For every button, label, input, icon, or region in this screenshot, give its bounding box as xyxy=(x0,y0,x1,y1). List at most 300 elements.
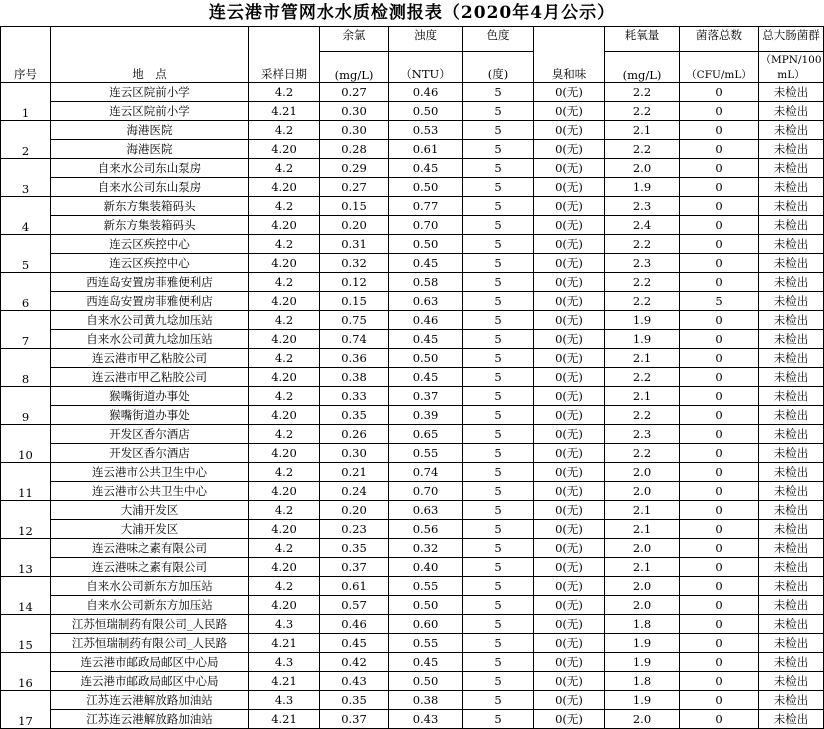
date-cell: 4.2 xyxy=(249,387,320,406)
turbidity-cell: 0.77 xyxy=(389,197,463,216)
colonies-cell: 0 xyxy=(680,387,759,406)
table-row xyxy=(1,482,824,501)
odor-cell: 0(无) xyxy=(534,387,605,406)
water-quality-table xyxy=(0,26,824,729)
color-cell: 5 xyxy=(463,197,534,216)
date-cell: 4.20 xyxy=(249,292,320,311)
colonies-cell: 0 xyxy=(680,539,759,558)
odor-cell: 0(无) xyxy=(534,444,605,463)
cod-cell: 2.0 xyxy=(605,463,680,482)
table-row xyxy=(1,577,824,596)
chlorine-cell: 0.15 xyxy=(320,197,389,216)
chlorine-cell: 0.30 xyxy=(320,121,389,140)
colonies-cell: 0 xyxy=(680,178,759,197)
table-row xyxy=(1,102,824,121)
coliform-cell: 未检出 xyxy=(759,349,824,368)
table-row xyxy=(1,235,824,254)
cod-cell: 2.2 xyxy=(605,235,680,254)
turbidity-cell: 0.50 xyxy=(389,596,463,615)
site-cell: 江苏恒瑞制药有限公司_人民路 xyxy=(51,615,249,634)
coliform-cell: 未检出 xyxy=(759,691,824,710)
coliform-cell: 未检出 xyxy=(759,710,824,729)
odor-cell: 0(无) xyxy=(534,710,605,729)
colonies-cell: 0 xyxy=(680,501,759,520)
colonies-cell: 0 xyxy=(680,653,759,672)
seq-cell: 16 xyxy=(1,653,51,691)
site-cell: 连云区院前小学 xyxy=(51,83,249,102)
chlorine-cell: 0.61 xyxy=(320,577,389,596)
coliform-cell: 未检出 xyxy=(759,615,824,634)
date-cell: 4.3 xyxy=(249,615,320,634)
odor-cell: 0(无) xyxy=(534,615,605,634)
date-cell: 4.20 xyxy=(249,178,320,197)
chlorine-cell: 0.36 xyxy=(320,349,389,368)
cod-cell: 2.2 xyxy=(605,83,680,102)
colonies-cell: 0 xyxy=(680,520,759,539)
date-cell: 4.20 xyxy=(249,330,320,349)
color-cell: 5 xyxy=(463,140,534,159)
table-row xyxy=(1,406,824,425)
table-row xyxy=(1,501,824,520)
cod-cell: 2.3 xyxy=(605,425,680,444)
color-cell: 5 xyxy=(463,311,534,330)
header-color-unit: (度) xyxy=(463,52,534,83)
color-cell: 5 xyxy=(463,501,534,520)
cod-cell: 2.1 xyxy=(605,121,680,140)
chlorine-cell: 0.30 xyxy=(320,102,389,121)
coliform-cell: 未检出 xyxy=(759,672,824,691)
color-cell: 5 xyxy=(463,216,534,235)
header-chlorine: 余氯 xyxy=(320,27,389,52)
coliform-cell: 未检出 xyxy=(759,197,824,216)
site-cell: 连云区疾控中心 xyxy=(51,254,249,273)
coliform-cell: 未检出 xyxy=(759,178,824,197)
odor-cell: 0(无) xyxy=(534,577,605,596)
chlorine-cell: 0.29 xyxy=(320,159,389,178)
turbidity-cell: 0.55 xyxy=(389,634,463,653)
site-cell: 猴嘴街道办事处 xyxy=(51,387,249,406)
site-cell: 海港医院 xyxy=(51,121,249,140)
header-turbidity: 浊度 xyxy=(389,27,463,52)
odor-cell: 0(无) xyxy=(534,330,605,349)
turbidity-cell: 0.55 xyxy=(389,577,463,596)
colonies-cell: 0 xyxy=(680,672,759,691)
site-cell: 新东方集装箱码头 xyxy=(51,197,249,216)
header-seq: 序号 xyxy=(1,27,51,83)
odor-cell: 0(无) xyxy=(534,368,605,387)
coliform-cell: 未检出 xyxy=(759,102,824,121)
coliform-cell: 未检出 xyxy=(759,140,824,159)
turbidity-cell: 0.58 xyxy=(389,273,463,292)
coliform-cell: 未检出 xyxy=(759,273,824,292)
color-cell: 5 xyxy=(463,596,534,615)
coliform-cell: 未检出 xyxy=(759,368,824,387)
chlorine-cell: 0.32 xyxy=(320,254,389,273)
table-row xyxy=(1,273,824,292)
turbidity-cell: 0.50 xyxy=(389,672,463,691)
odor-cell: 0(无) xyxy=(534,539,605,558)
table-row xyxy=(1,216,824,235)
colonies-cell: 0 xyxy=(680,444,759,463)
header-turbidity-unit: （NTU） xyxy=(389,52,463,83)
cod-cell: 2.2 xyxy=(605,406,680,425)
table-row xyxy=(1,159,824,178)
date-cell: 4.2 xyxy=(249,463,320,482)
chlorine-cell: 0.57 xyxy=(320,596,389,615)
site-cell: 连云港市邮政局邮区中心局 xyxy=(51,672,249,691)
turbidity-cell: 0.63 xyxy=(389,501,463,520)
cod-cell: 2.3 xyxy=(605,254,680,273)
colonies-cell: 0 xyxy=(680,482,759,501)
cod-cell: 2.4 xyxy=(605,216,680,235)
odor-cell: 0(无) xyxy=(534,121,605,140)
site-cell: 连云港市甲乙粘胶公司 xyxy=(51,349,249,368)
table-row xyxy=(1,178,824,197)
coliform-cell: 未检出 xyxy=(759,463,824,482)
site-cell: 自来水公司新东方加压站 xyxy=(51,596,249,615)
date-cell: 4.2 xyxy=(249,539,320,558)
date-cell: 4.2 xyxy=(249,311,320,330)
table-row xyxy=(1,444,824,463)
colonies-cell: 0 xyxy=(680,596,759,615)
turbidity-cell: 0.45 xyxy=(389,159,463,178)
color-cell: 5 xyxy=(463,292,534,311)
site-cell: 西连岛安置房菲雅便利店 xyxy=(51,273,249,292)
chlorine-cell: 0.75 xyxy=(320,311,389,330)
chlorine-cell: 0.30 xyxy=(320,444,389,463)
colonies-cell: 0 xyxy=(680,102,759,121)
color-cell: 5 xyxy=(463,235,534,254)
table-row xyxy=(1,520,824,539)
table-header xyxy=(1,27,824,83)
header-chlorine-unit: (mg/L) xyxy=(320,52,389,83)
site-cell: 连云港味之素有限公司 xyxy=(51,539,249,558)
color-cell: 5 xyxy=(463,615,534,634)
color-cell: 5 xyxy=(463,273,534,292)
coliform-cell: 未检出 xyxy=(759,501,824,520)
seq-cell: 9 xyxy=(1,387,51,425)
date-cell: 4.2 xyxy=(249,501,320,520)
table-row xyxy=(1,368,824,387)
turbidity-cell: 0.61 xyxy=(389,140,463,159)
date-cell: 4.20 xyxy=(249,482,320,501)
color-cell: 5 xyxy=(463,539,534,558)
table-row xyxy=(1,83,824,102)
turbidity-cell: 0.45 xyxy=(389,653,463,672)
date-cell: 4.2 xyxy=(249,273,320,292)
header-coliform-unit-line-2: mL） xyxy=(777,69,805,81)
chlorine-cell: 0.35 xyxy=(320,406,389,425)
cod-cell: 1.8 xyxy=(605,672,680,691)
chlorine-cell: 0.37 xyxy=(320,558,389,577)
color-cell: 5 xyxy=(463,406,534,425)
color-cell: 5 xyxy=(463,349,534,368)
chlorine-cell: 0.35 xyxy=(320,539,389,558)
odor-cell: 0(无) xyxy=(534,197,605,216)
seq-cell: 14 xyxy=(1,577,51,615)
turbidity-cell: 0.38 xyxy=(389,691,463,710)
date-cell: 4.20 xyxy=(249,368,320,387)
table-row xyxy=(1,349,824,368)
turbidity-cell: 0.40 xyxy=(389,558,463,577)
odor-cell: 0(无) xyxy=(534,425,605,444)
turbidity-cell: 0.50 xyxy=(389,235,463,254)
cod-cell: 1.9 xyxy=(605,653,680,672)
header-colonies: 菌落总数 xyxy=(680,27,759,52)
date-cell: 4.20 xyxy=(249,140,320,159)
date-cell: 4.2 xyxy=(249,121,320,140)
turbidity-cell: 0.50 xyxy=(389,102,463,121)
turbidity-cell: 0.46 xyxy=(389,311,463,330)
site-cell: 自来水公司黄九埝加压站 xyxy=(51,330,249,349)
site-cell: 猴嘴街道办事处 xyxy=(51,406,249,425)
turbidity-cell: 0.45 xyxy=(389,330,463,349)
coliform-cell: 未检出 xyxy=(759,596,824,615)
turbidity-cell: 0.50 xyxy=(389,178,463,197)
colonies-cell: 0 xyxy=(680,216,759,235)
coliform-cell: 未检出 xyxy=(759,558,824,577)
date-cell: 4.2 xyxy=(249,425,320,444)
site-cell: 连云港市公共卫生中心 xyxy=(51,482,249,501)
coliform-cell: 未检出 xyxy=(759,653,824,672)
colonies-cell: 0 xyxy=(680,197,759,216)
seq-cell: 17 xyxy=(1,691,51,729)
color-cell: 5 xyxy=(463,254,534,273)
odor-cell: 0(无) xyxy=(534,653,605,672)
colonies-cell: 0 xyxy=(680,425,759,444)
color-cell: 5 xyxy=(463,425,534,444)
odor-cell: 0(无) xyxy=(534,482,605,501)
turbidity-cell: 0.74 xyxy=(389,463,463,482)
chlorine-cell: 0.33 xyxy=(320,387,389,406)
date-cell: 4.21 xyxy=(249,710,320,729)
colonies-cell: 0 xyxy=(680,406,759,425)
chlorine-cell: 0.20 xyxy=(320,216,389,235)
colonies-cell: 0 xyxy=(680,710,759,729)
table-row xyxy=(1,121,824,140)
table-row xyxy=(1,558,824,577)
site-cell: 江苏连云港解放路加油站 xyxy=(51,691,249,710)
turbidity-cell: 0.39 xyxy=(389,406,463,425)
cod-cell: 2.0 xyxy=(605,710,680,729)
seq-cell: 5 xyxy=(1,235,51,273)
site-cell: 江苏连云港解放路加油站 xyxy=(51,710,249,729)
turbidity-cell: 0.43 xyxy=(389,710,463,729)
table-body xyxy=(1,83,824,729)
color-cell: 5 xyxy=(463,672,534,691)
chlorine-cell: 0.42 xyxy=(320,653,389,672)
date-cell: 4.2 xyxy=(249,349,320,368)
color-cell: 5 xyxy=(463,482,534,501)
chlorine-cell: 0.45 xyxy=(320,634,389,653)
odor-cell: 0(无) xyxy=(534,596,605,615)
seq-cell: 12 xyxy=(1,501,51,539)
color-cell: 5 xyxy=(463,691,534,710)
cod-cell: 2.2 xyxy=(605,273,680,292)
table-row xyxy=(1,311,824,330)
date-cell: 4.2 xyxy=(249,235,320,254)
turbidity-cell: 0.45 xyxy=(389,254,463,273)
seq-cell: 3 xyxy=(1,159,51,197)
coliform-cell: 未检出 xyxy=(759,83,824,102)
cod-cell: 2.3 xyxy=(605,197,680,216)
table-row xyxy=(1,539,824,558)
cod-cell: 2.1 xyxy=(605,558,680,577)
colonies-cell: 0 xyxy=(680,368,759,387)
odor-cell: 0(无) xyxy=(534,273,605,292)
cod-cell: 1.9 xyxy=(605,691,680,710)
seq-cell: 11 xyxy=(1,463,51,501)
site-cell: 连云港味之素有限公司 xyxy=(51,558,249,577)
colonies-cell: 0 xyxy=(680,311,759,330)
coliform-cell: 未检出 xyxy=(759,482,824,501)
colonies-cell: 0 xyxy=(680,273,759,292)
cod-cell: 2.0 xyxy=(605,159,680,178)
chlorine-cell: 0.21 xyxy=(320,463,389,482)
date-cell: 4.20 xyxy=(249,520,320,539)
colonies-cell: 0 xyxy=(680,83,759,102)
colonies-cell: 0 xyxy=(680,463,759,482)
site-cell: 连云港市公共卫生中心 xyxy=(51,463,249,482)
turbidity-cell: 0.50 xyxy=(389,349,463,368)
coliform-cell: 未检出 xyxy=(759,406,824,425)
cod-cell: 2.2 xyxy=(605,140,680,159)
seq-cell: 2 xyxy=(1,121,51,159)
seq-cell: 6 xyxy=(1,273,51,311)
site-cell: 新东方集装箱码头 xyxy=(51,216,249,235)
turbidity-cell: 0.70 xyxy=(389,216,463,235)
color-cell: 5 xyxy=(463,520,534,539)
site-cell: 连云区院前小学 xyxy=(51,102,249,121)
date-cell: 4.21 xyxy=(249,672,320,691)
color-cell: 5 xyxy=(463,444,534,463)
chlorine-cell: 0.23 xyxy=(320,520,389,539)
coliform-cell: 未检出 xyxy=(759,254,824,273)
colonies-cell: 5 xyxy=(680,292,759,311)
chlorine-cell: 0.38 xyxy=(320,368,389,387)
colonies-cell: 0 xyxy=(680,254,759,273)
date-cell: 4.20 xyxy=(249,558,320,577)
seq-cell: 4 xyxy=(1,197,51,235)
odor-cell: 0(无) xyxy=(534,691,605,710)
odor-cell: 0(无) xyxy=(534,140,605,159)
chlorine-cell: 0.31 xyxy=(320,235,389,254)
chlorine-cell: 0.27 xyxy=(320,83,389,102)
chlorine-cell: 0.43 xyxy=(320,672,389,691)
colonies-cell: 0 xyxy=(680,140,759,159)
header-color: 色度 xyxy=(463,27,534,52)
site-cell: 自来水公司东山泵房 xyxy=(51,159,249,178)
colonies-cell: 0 xyxy=(680,691,759,710)
seq-cell: 13 xyxy=(1,539,51,577)
colonies-cell: 0 xyxy=(680,235,759,254)
turbidity-cell: 0.32 xyxy=(389,539,463,558)
cod-cell: 2.0 xyxy=(605,596,680,615)
header-cod-unit: (mg/L) xyxy=(605,52,680,83)
odor-cell: 0(无) xyxy=(534,406,605,425)
site-cell: 大浦开发区 xyxy=(51,501,249,520)
odor-cell: 0(无) xyxy=(534,83,605,102)
chlorine-cell: 0.15 xyxy=(320,292,389,311)
color-cell: 5 xyxy=(463,653,534,672)
header-coliform-unit xyxy=(759,52,824,83)
chlorine-cell: 0.35 xyxy=(320,691,389,710)
turbidity-cell: 0.63 xyxy=(389,292,463,311)
coliform-cell: 未检出 xyxy=(759,634,824,653)
chlorine-cell: 0.12 xyxy=(320,273,389,292)
color-cell: 5 xyxy=(463,159,534,178)
coliform-cell: 未检出 xyxy=(759,216,824,235)
site-cell: 连云区疾控中心 xyxy=(51,235,249,254)
chlorine-cell: 0.20 xyxy=(320,501,389,520)
table-row xyxy=(1,691,824,710)
odor-cell: 0(无) xyxy=(534,159,605,178)
table-row xyxy=(1,653,824,672)
odor-cell: 0(无) xyxy=(534,672,605,691)
cod-cell: 2.0 xyxy=(605,577,680,596)
color-cell: 5 xyxy=(463,634,534,653)
site-cell: 连云港市邮政局邮区中心局 xyxy=(51,653,249,672)
header-coliform: 总大肠菌群 xyxy=(759,27,824,52)
odor-cell: 0(无) xyxy=(534,463,605,482)
odor-cell: 0(无) xyxy=(534,102,605,121)
coliform-cell: 未检出 xyxy=(759,577,824,596)
cod-cell: 2.2 xyxy=(605,102,680,121)
seq-cell: 8 xyxy=(1,349,51,387)
odor-cell: 0(无) xyxy=(534,292,605,311)
coliform-cell: 未检出 xyxy=(759,425,824,444)
odor-cell: 0(无) xyxy=(534,634,605,653)
table-row xyxy=(1,140,824,159)
cod-cell: 1.9 xyxy=(605,330,680,349)
site-cell: 江苏恒瑞制药有限公司_人民路 xyxy=(51,634,249,653)
date-cell: 4.2 xyxy=(249,197,320,216)
colonies-cell: 0 xyxy=(680,330,759,349)
coliform-cell: 未检出 xyxy=(759,444,824,463)
date-cell: 4.20 xyxy=(249,406,320,425)
header-site: 地 点 xyxy=(51,27,249,83)
color-cell: 5 xyxy=(463,102,534,121)
header-odor: 臭和味 xyxy=(534,27,605,83)
cod-cell: 1.9 xyxy=(605,311,680,330)
color-cell: 5 xyxy=(463,330,534,349)
cod-cell: 2.1 xyxy=(605,349,680,368)
turbidity-cell: 0.55 xyxy=(389,444,463,463)
seq-cell: 15 xyxy=(1,615,51,653)
turbidity-cell: 0.65 xyxy=(389,425,463,444)
site-cell: 开发区香尔酒店 xyxy=(51,425,249,444)
date-cell: 4.2 xyxy=(249,159,320,178)
coliform-cell: 未检出 xyxy=(759,330,824,349)
colonies-cell: 0 xyxy=(680,121,759,140)
colonies-cell: 0 xyxy=(680,634,759,653)
cod-cell: 2.2 xyxy=(605,368,680,387)
date-cell: 4.2 xyxy=(249,577,320,596)
chlorine-cell: 0.37 xyxy=(320,710,389,729)
coliform-cell: 未检出 xyxy=(759,235,824,254)
turbidity-cell: 0.60 xyxy=(389,615,463,634)
table-row xyxy=(1,463,824,482)
table-row xyxy=(1,425,824,444)
table-row xyxy=(1,615,824,634)
table-row xyxy=(1,292,824,311)
cod-cell: 2.0 xyxy=(605,482,680,501)
site-cell: 大浦开发区 xyxy=(51,520,249,539)
colonies-cell: 0 xyxy=(680,577,759,596)
date-cell: 4.2 xyxy=(249,83,320,102)
table-row xyxy=(1,254,824,273)
turbidity-cell: 0.46 xyxy=(389,83,463,102)
